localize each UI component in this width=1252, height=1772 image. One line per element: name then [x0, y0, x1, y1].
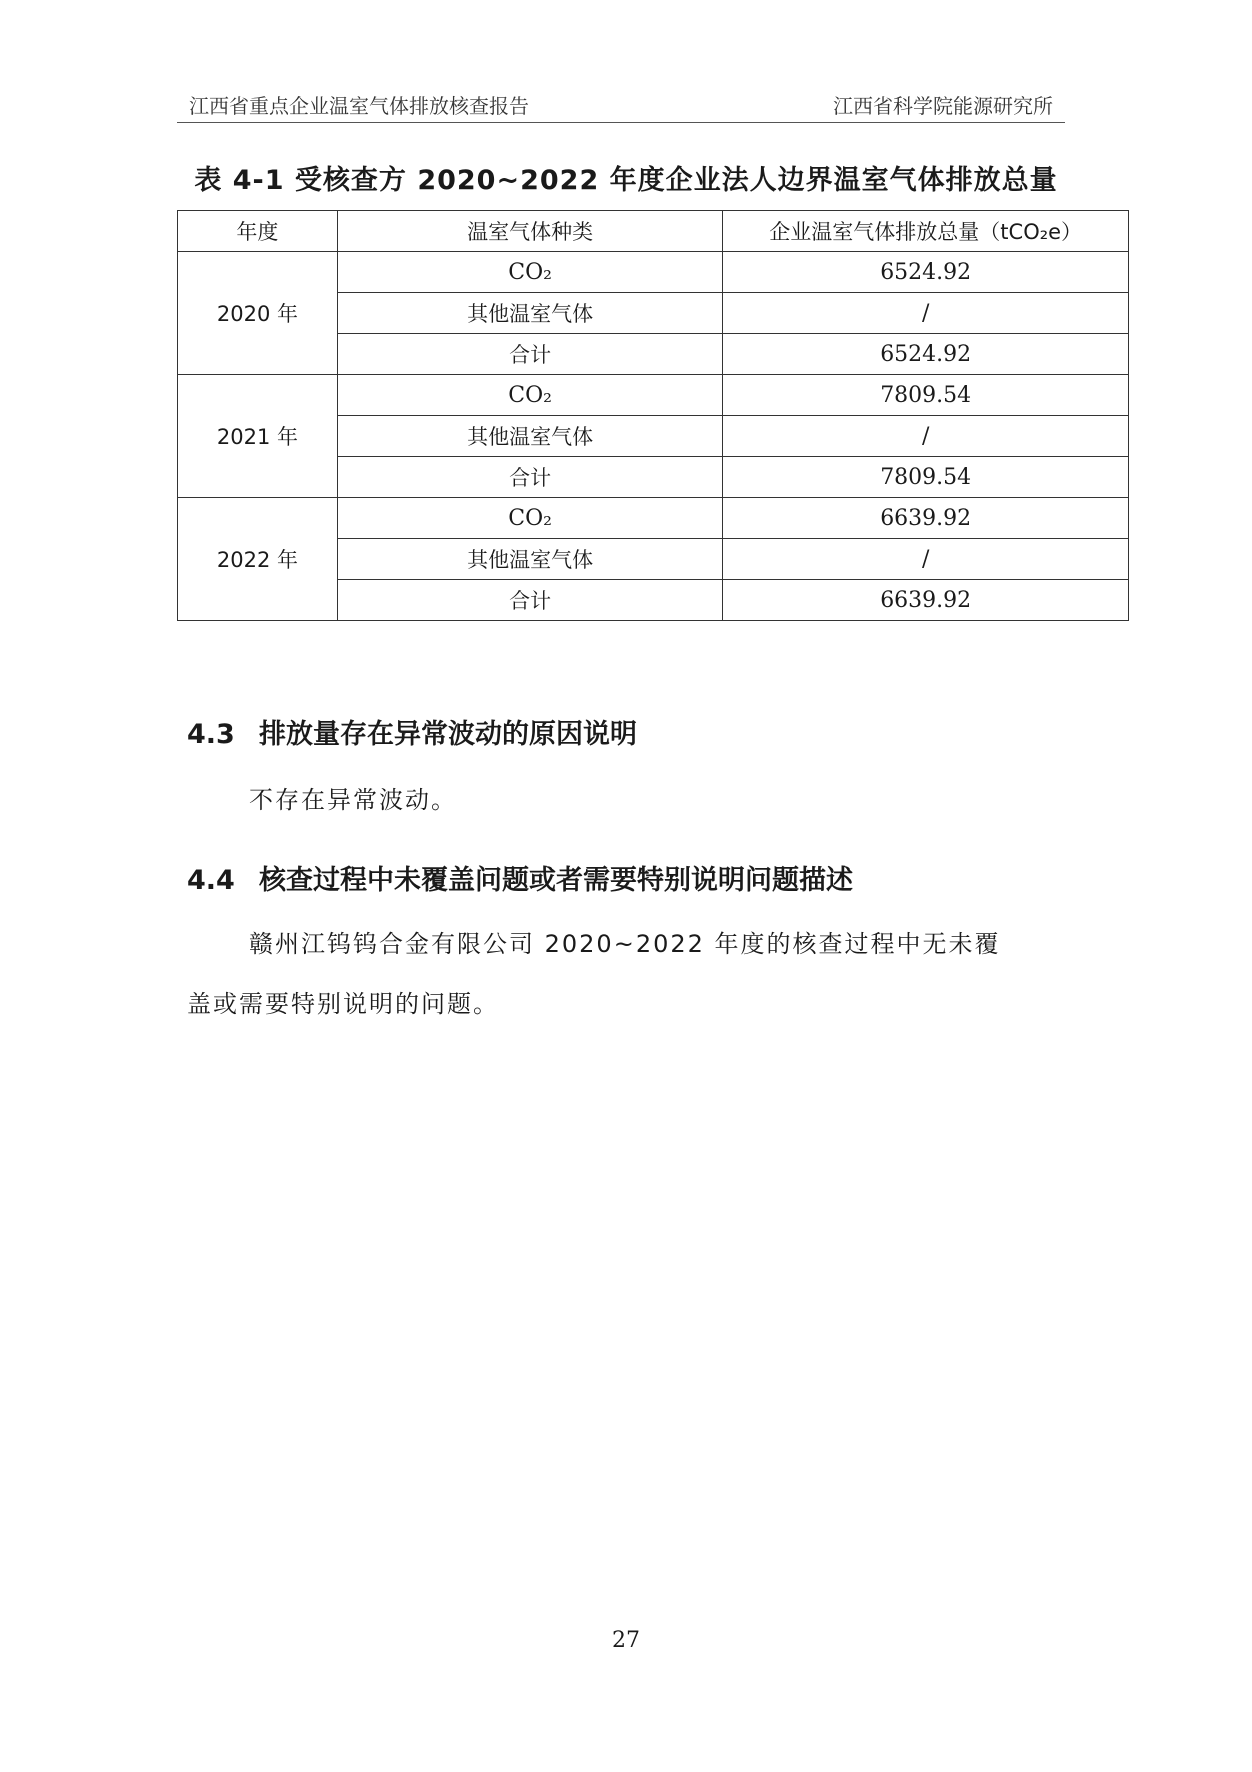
gas-cell: CO₂	[337, 375, 723, 416]
table-row	[178, 375, 1129, 416]
page-header	[177, 82, 1065, 123]
section-4-4-body	[187, 914, 1067, 1034]
year-cell: 2020 年	[178, 252, 338, 375]
section-title: 核查过程中未覆盖问题或者需要特别说明问题描述	[259, 865, 853, 896]
section-title: 排放量存在异常波动的原因说明	[259, 719, 637, 750]
table-row	[178, 252, 1129, 293]
gas-cell: 合计	[337, 457, 723, 498]
gas-cell: 合计	[337, 580, 723, 621]
header-gas-type: 温室气体种类	[337, 211, 723, 252]
value-cell: 6639.92	[723, 580, 1129, 621]
gas-cell: CO₂	[337, 498, 723, 539]
gas-cell: CO₂	[337, 252, 723, 293]
gas-cell: 其他温室气体	[337, 293, 723, 334]
year-cell: 2022 年	[178, 498, 338, 621]
section-number: 4.3	[187, 719, 235, 750]
table-caption: 表 4-1 受核查方 2020~2022 年度企业法人边界温室气体排放总量	[194, 165, 1058, 196]
section-number: 4.4	[187, 865, 235, 896]
year-cell: 2021 年	[178, 375, 338, 498]
body-line: 盖或需要特别说明的问题。	[187, 990, 499, 1018]
gas-cell: 合计	[337, 334, 723, 375]
section-4-4-heading	[187, 858, 853, 897]
gas-cell: 其他温室气体	[337, 539, 723, 580]
value-cell: /	[723, 416, 1129, 457]
value-cell: /	[723, 539, 1129, 580]
value-cell: 7809.54	[723, 375, 1129, 416]
page-number: 27	[612, 1628, 640, 1653]
value-cell: 7809.54	[723, 457, 1129, 498]
header-total-emissions: 企业温室气体排放总量（tCO₂e）	[723, 211, 1129, 252]
value-cell: 6524.92	[723, 252, 1129, 293]
header-institution: 江西省科学院能源研究所	[833, 94, 1053, 118]
value-cell: 6639.92	[723, 498, 1129, 539]
section-4-3-heading	[187, 712, 637, 751]
header-year: 年度	[178, 211, 338, 252]
body-line: 赣州江钨钨合金有限公司 2020~2022 年度的核查过程中无未覆	[249, 930, 1001, 958]
value-cell: 6524.92	[723, 334, 1129, 375]
header-report-title: 江西省重点企业温室气体排放核查报告	[189, 94, 529, 118]
table-row	[178, 498, 1129, 539]
emissions-table	[177, 210, 1129, 621]
value-cell: /	[723, 293, 1129, 334]
table-header-row	[178, 211, 1129, 252]
gas-cell: 其他温室气体	[337, 416, 723, 457]
section-4-3-body: 不存在异常波动。	[249, 786, 457, 814]
